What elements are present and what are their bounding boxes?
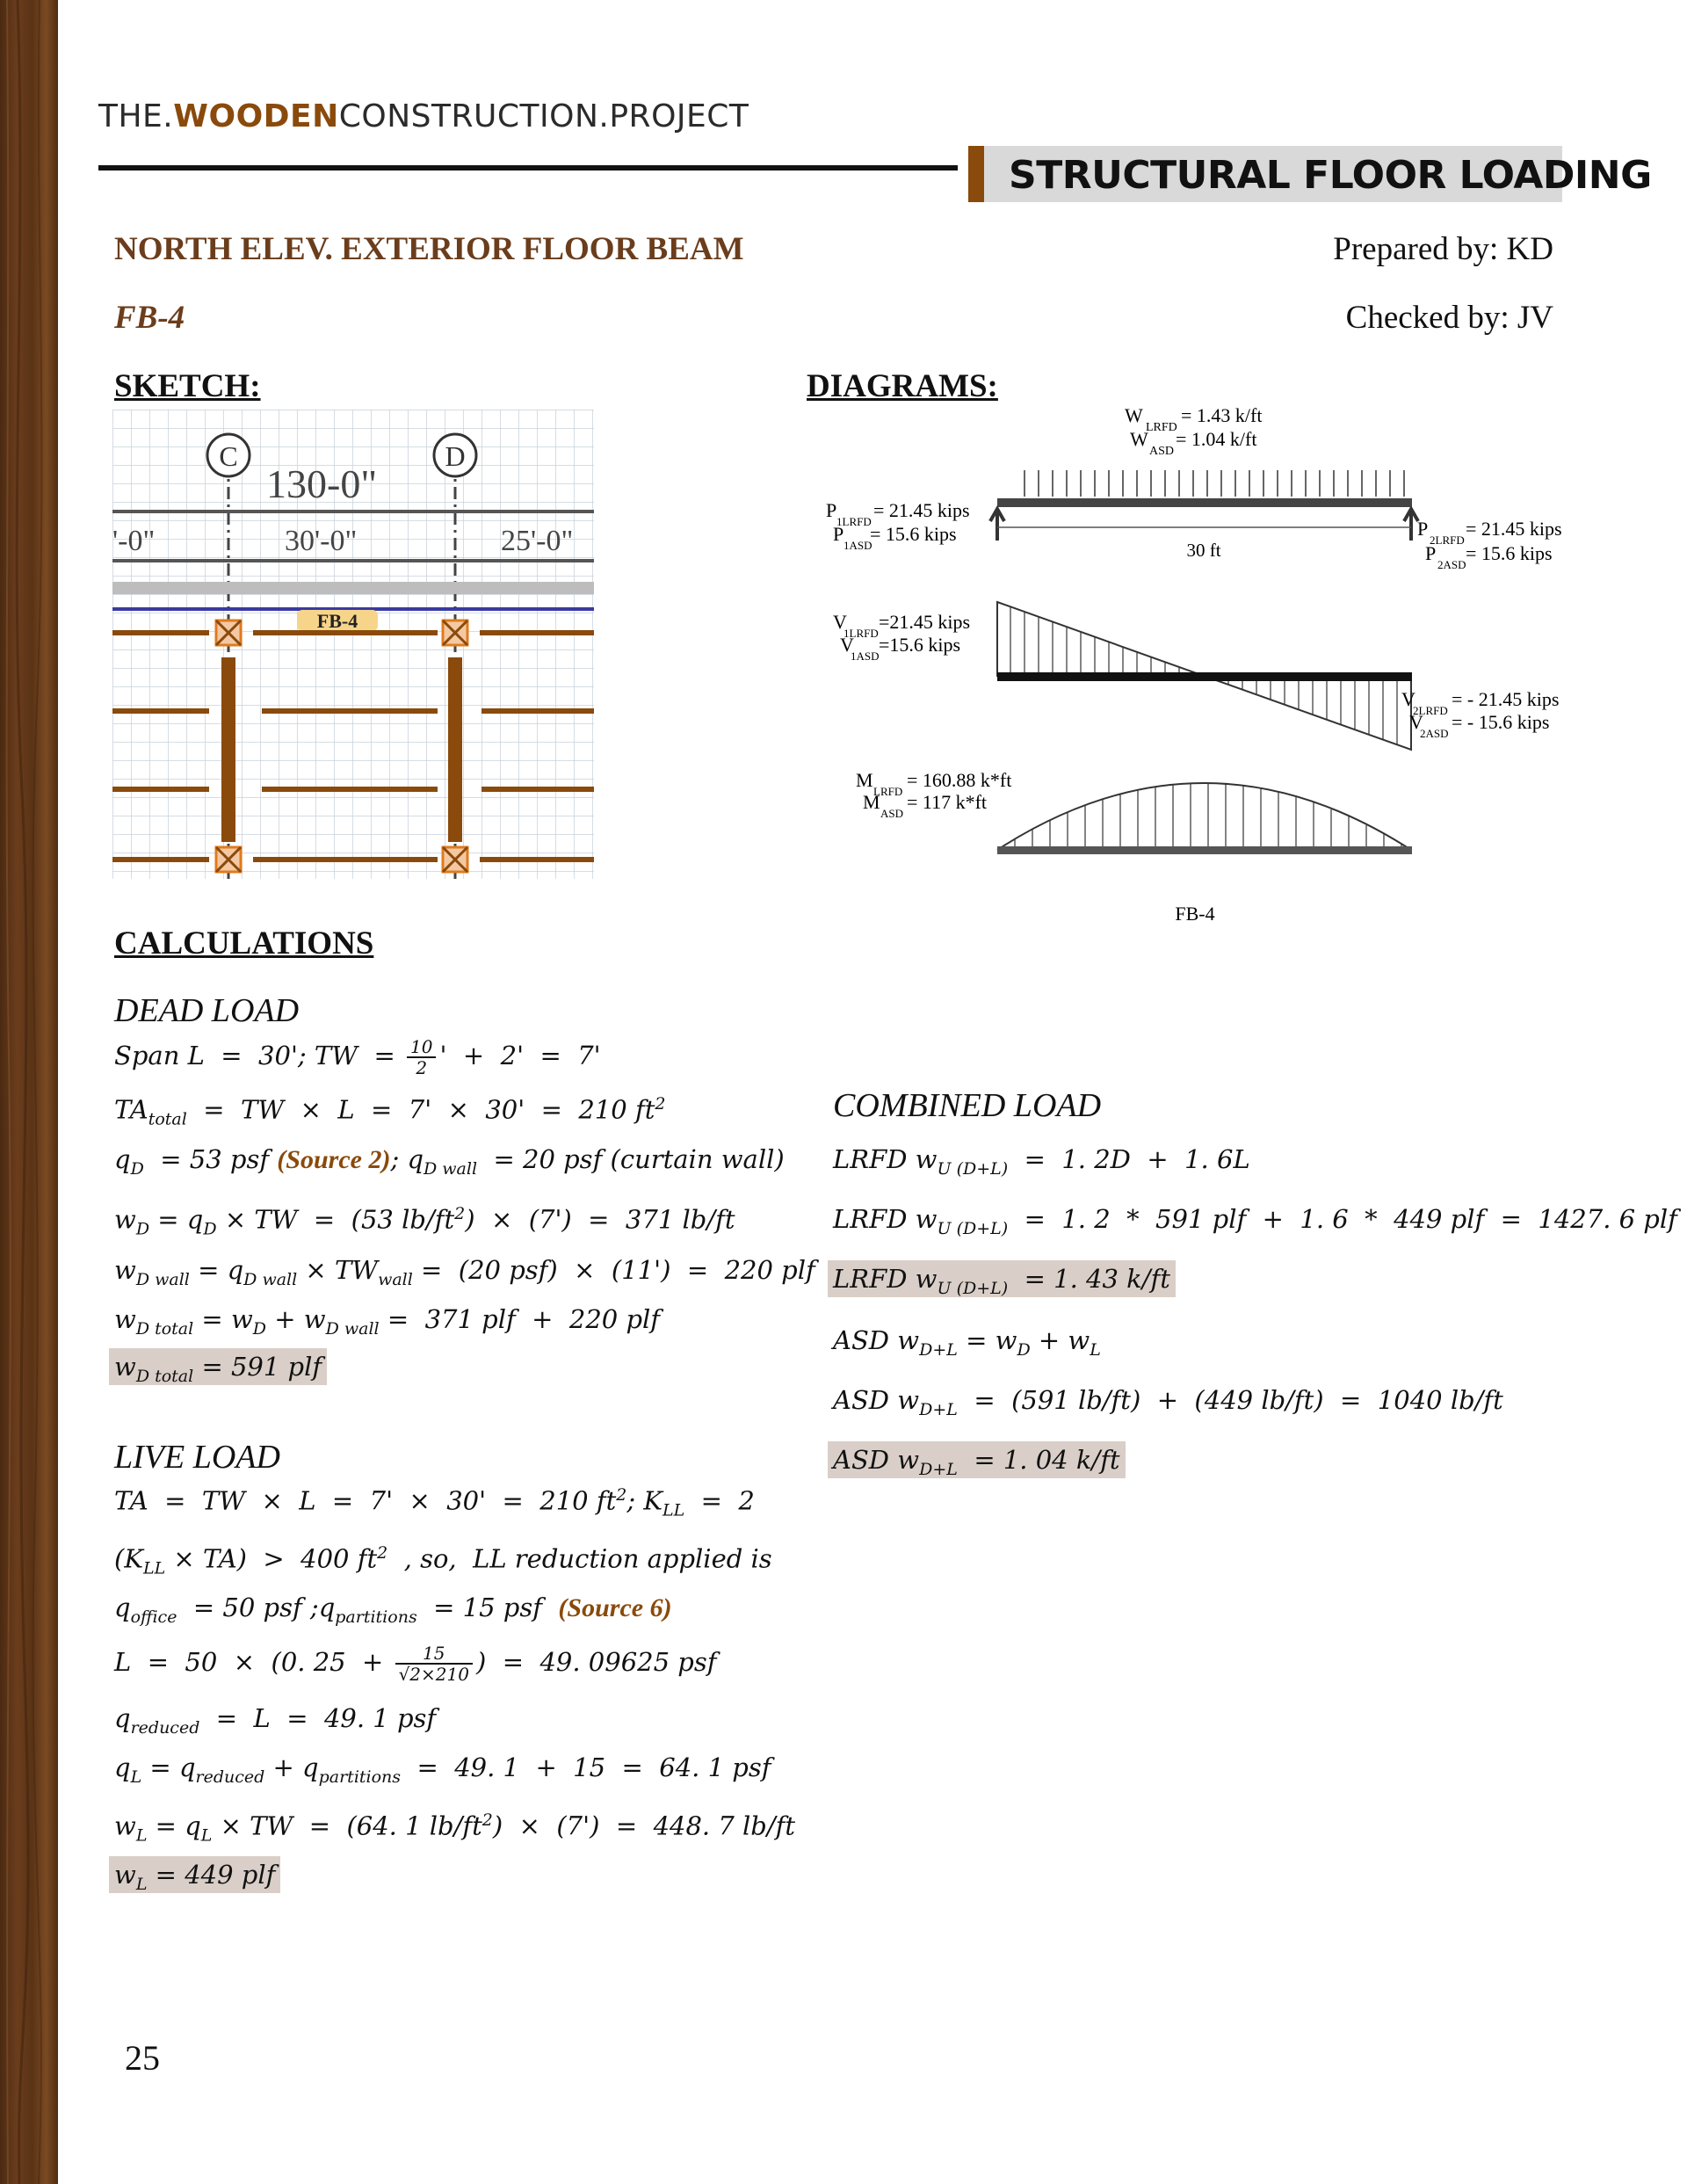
moment-diagram [997,783,1412,854]
dim-middle: 30'-0" [285,525,358,557]
p2-asd-label: = 15.6 kips [1466,542,1553,564]
asd-calc-eq: ASD $w_{D+L} = (591$ lb/ft) + (449 lb/ft) = 1040 lb/ft [833,1385,1503,1419]
m-asd-label: = 117 k*ft [907,791,988,813]
live-l-eq: L = 50 × (0. 25 + $\frac{15}{√2\times 210}$ ) = 49. 09625 psf [114,1643,717,1685]
dim-overall: 130-0" [266,461,378,506]
live-load-heading: LIVE LOAD [114,1439,280,1476]
svg-text:M: M [856,769,873,791]
grid-label-c: C [219,440,238,472]
brand-logo: THE.WOODENCONSTRUCTION.PROJECT [98,98,749,134]
left-reaction-arrow [990,509,1004,541]
dead-q-eq: $q_D = 53$ psf (Source 2); $q_{D wall} = 20$ psf (curtain wall) [114,1144,785,1179]
combined-load-heading: COMBINED LOAD [833,1087,1102,1124]
live-reduction-eq: $(K_{LL} \times TA) > 400$ $ft^2$ , so, LL reduction applied is [114,1543,772,1578]
beam-tag: FB-4 [316,610,358,632]
right-reaction-arrow [1404,509,1418,541]
page-number: 25 [125,2038,160,2078]
asd-result: ASD $w_{D+L} = 1$. 04 k/ft [833,1445,1126,1479]
diagrams-heading: DIAGRAMS: [807,368,998,404]
svg-text:2LRFD: 2LRFD [1413,704,1448,717]
live-ql-eq: $q_L = q_{reduced} + q_{partitions} = 49$. 1 + 15 = 64. 1 psf [114,1752,771,1787]
svg-text:ASD: ASD [880,807,904,820]
shear-diagram [997,602,1412,750]
wood-border [0,0,58,2184]
diagram-caption: FB-4 [1175,903,1215,925]
banner-title: STRUCTURAL FLOOR LOADING [1009,153,1652,198]
asd-combo-eq: ASD $w_{D+L} = w_D + w_L$ [833,1325,1101,1360]
header-rule [98,165,958,171]
p1-asd-label: = 15.6 kips [870,523,957,545]
title-banner [968,146,1652,202]
svg-text:P: P [1425,542,1437,564]
lrfd-result: LRFD $w_{U (D+L)} = 1$. 43 k/ft [833,1264,1176,1298]
live-wl-eq: $w_L = q_L$ × TW = (64. 1 $lb/ft^2) \times (7') = 448$. 7 lb/ft [114,1810,796,1846]
prepared-by: Prepared by: KD [1333,231,1553,267]
sketch-heading: SKETCH: [114,368,261,404]
svg-text:1ASD: 1ASD [844,539,872,552]
beam-id: FB-4 [114,300,185,336]
svg-text:W: W [1130,428,1148,450]
svg-text:P: P [1417,518,1429,540]
svg-text:V: V [833,611,847,633]
v1-asd-label: =15.6 kips [879,634,961,656]
live-q-eq: $q_{office} = 50$ psf $;q_{partitions} = 15$ psf (Source 6) [114,1593,672,1627]
dead-load-heading: DEAD LOAD [114,992,300,1029]
v1-lrfd-label: =21.45 kips [879,611,971,633]
dead-span-eq: Span L = 30'; TW = $\frac{10}{2}$ ' + 2' = 7' [114,1036,601,1078]
live-ta-eq: TA = TW × L = 7' × 30' = 210 $ft^2$; $K_{LL} = 2$ [114,1485,755,1520]
dim-right: 25'-0" [501,525,574,557]
grid-label-d: D [445,440,466,472]
w-lrfd-label: = 1.43 k/ft [1181,404,1263,426]
svg-text:ASD: ASD [1149,445,1175,458]
framing-sketch [112,410,594,879]
dead-total-eq: $w_{D total} = w_D + w_{D wall} = 371$ plf + 220 plf [114,1304,661,1339]
beam-line [997,498,1412,507]
beam-diagrams [817,400,1590,927]
checked-by: Checked by: JV [1345,300,1553,336]
svg-text:M: M [863,791,880,813]
v2-asd-label: = - 15.6 kips [1452,711,1550,733]
svg-text:V: V [1401,688,1415,710]
dead-wall-eq: $w_{D wall} = q_{D wall} \times TW_{wall} = (20$ psf) × (11') = 220 plf [114,1255,815,1289]
wood-grain [0,0,58,2184]
svg-text:V: V [1409,711,1423,733]
source-6-ref: (Source 6) [558,1593,672,1622]
p2-lrfd-label: = 21.45 kips [1466,518,1562,540]
svg-text:V: V [840,634,854,656]
dead-wd-eq: $w_D = q_D$ × TW = (53 $lb/ft^2) \times (7') = 371$ lb/ft [114,1204,735,1239]
p1-lrfd-label: = 21.45 kips [873,499,970,521]
span-label: 30 ft [1186,540,1221,561]
svg-text:LRFD: LRFD [1146,421,1177,434]
dim-left: '-0" [112,525,156,557]
svg-text:1LRFD: 1LRFD [836,515,872,528]
live-qreduced-eq: $q_{reduced} = L = 49$. 1 psf [114,1703,437,1738]
svg-text:1ASD: 1ASD [851,649,880,663]
svg-text:1LRFD: 1LRFD [844,627,879,640]
svg-text:P: P [833,523,844,545]
v2-lrfd-label: = - 21.45 kips [1452,688,1560,710]
lrfd-combo-eq: LRFD $w_{U (D+L)} = 1$. 2D + 1. 6L [833,1144,1250,1179]
svg-text:LRFD: LRFD [873,785,903,798]
svg-text:2LRFD: 2LRFD [1430,533,1465,547]
live-result: $w_L = 449$ plf [114,1860,280,1894]
svg-text:W: W [1125,404,1143,426]
dead-total-result: $w_{D total} = 591$ plf [114,1352,327,1386]
svg-text:2ASD: 2ASD [1437,558,1466,571]
w-asd-label: = 1.04 k/ft [1176,428,1257,450]
calculations-heading: CALCULATIONS [114,925,374,961]
page-title: NORTH ELEV. EXTERIOR FLOOR BEAM [114,231,744,267]
m-lrfd-label: = 160.88 k*ft [907,769,1012,791]
dead-ta-eq: $TA_{total}$ = TW × L = 7' × 30' = 210 $ft^2$ [114,1094,666,1129]
svg-text:P: P [826,499,837,521]
source-2-ref: (Source 2) [277,1145,391,1174]
svg-text:2ASD: 2ASD [1420,727,1449,740]
lrfd-calc-eq: LRFD $w_{U (D+L)} = 1$. 2 * 591 plf + 1. 6 * 449 plf = 1427. 6 plf [833,1204,1677,1238]
